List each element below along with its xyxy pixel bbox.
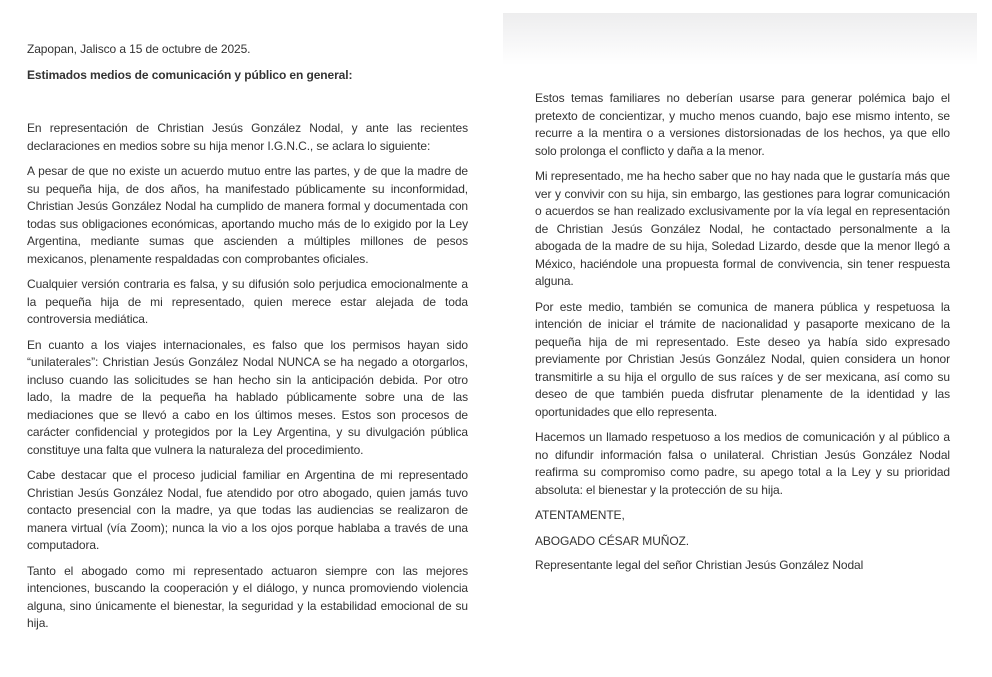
- paragraph-right-3: Por este medio, también se comunica de manera pública y respetuosa la intención de iniciar el trámite de nacionalidad y pasaporte mexicano de la pequeña hija de mi representado. Este deseo ya había sido expresado previamente por Christian Jesús González Nodal, quien considera un honor transmitirle a su hija el orgullo de sus raíces y de ser mexicana, así como su deseo de que también pueda disfrutar plenamente de la identidad y las oportunidades que ello representa.: [535, 299, 950, 419]
- paragraph-right-1: Estos temas familiares no deberían usarse para generar polémica bajo el pretexto de concientizar, y mucho menos cuando, bajo ese mismo intento, se recurre a la mentira o a versiones distorsionadas de los hechos, ya que ello solo prolonga el conflicto y daña a la menor.: [535, 91, 950, 158]
- closing-line: ATENTAMENTE,: [535, 508, 625, 522]
- paragraph-left-3: Cualquier versión contraria es falsa, y su difusión solo perjudica emocionalmente a la pequeña hija de mi representado, quien merece estar alejada de toda controversia mediática.: [27, 277, 468, 326]
- paragraph-right-2: Mi representado, me ha hecho saber que no hay nada que le gustaría más que ver y convivir con su hija, sin embargo, las gestiones para lograr comunicación o acuerdos se han realizado exclusivamente por la vía legal en representación de Christian Jesús González Nodal, he contactado personalmente a la abogada de la madre de su hija, Soledad Lizardo, desde que la menor llegó a México, haciéndole una propuesta formal de convivencia, sin tener respuesta alguna.: [535, 169, 950, 288]
- paragraph-left-4: En cuanto a los viajes internacionales, es falso que los permisos hayan sido “unilaterales”: Christian Jesús González Nodal NUNCA se ha negado a otorgarlos, incluso cuando las solicitudes se han hecho sin la anticipación debida. Por otro lado, la madre de la pequeña ha hablado públicamente sobre una de las mediaciones que se llevó a cabo en los últimos meses. Estos son procesos de carácter confidencial y protegidos por la Ley Argentina, y su divulgación pública constituye una falta que vulnera la naturaleza del procedimiento.: [27, 337, 468, 457]
- page-right: [535, 0, 950, 573]
- signature-role: Representante legal del señor Christian Jesús González Nodal: [535, 557, 864, 572]
- paragraph-left-5: Cabe destacar que el proceso judicial familiar en Argentina de mi representado Christian Jesús González Nodal, fue atendido por otro abogado, quien jamás tuvo contacto presencial con la madre, ya que todas las audiencias se realizaron de manera virtual (vía Zoom); nunca la vio a los ojos porque hablaba a través de una computadora.: [27, 468, 468, 552]
- paragraph-left-1: En representación de Christian Jesús González Nodal, y ante las recientes declaraciones en medios sobre su hija menor I.G.N.C., se aclara lo siguiente:: [27, 121, 468, 153]
- date-line: Zapopan, Jalisco a 15 de octubre de 2025.: [27, 42, 251, 56]
- paragraph-left-6: Tanto el abogado como mi representado actuaron siempre con las mejores intenciones, buscando la cooperación y el diálogo, y nunca promoviendo violencia alguna, sino únicamente el bienestar, la seguridad y la estabilidad emocional de su hija.: [27, 563, 468, 630]
- signature-name: ABOGADO CÉSAR MUÑOZ.: [535, 533, 690, 548]
- page-left: [27, 0, 468, 633]
- salutation: Estimados medios de comunicación y público en general:: [27, 67, 353, 82]
- paragraph-right-4: Hacemos un llamado respetuoso a los medios de comunicación y al público a no difundir información falsa o unilateral. Christian Jesús González Nodal reafirma su compromiso como padre, su apego total a la Ley y su prioridad absoluta: el bienestar y la protección de su hija.: [535, 430, 950, 497]
- paragraph-left-2: A pesar de que no existe un acuerdo mutuo entre las partes, y de que la madre de su pequeña hija, de dos años, ha manifestado públicamente su inconformidad, Christian Jesús González Nodal ha cumplido de manera formal y documentada con todas sus obligaciones económicas, aportando mucho más de lo exigido por la Ley Argentina, mediante sumas que ascienden a múltiples millones de pesos mexicanos, plenamente respaldadas con comprobantes oficiales.: [27, 164, 468, 266]
